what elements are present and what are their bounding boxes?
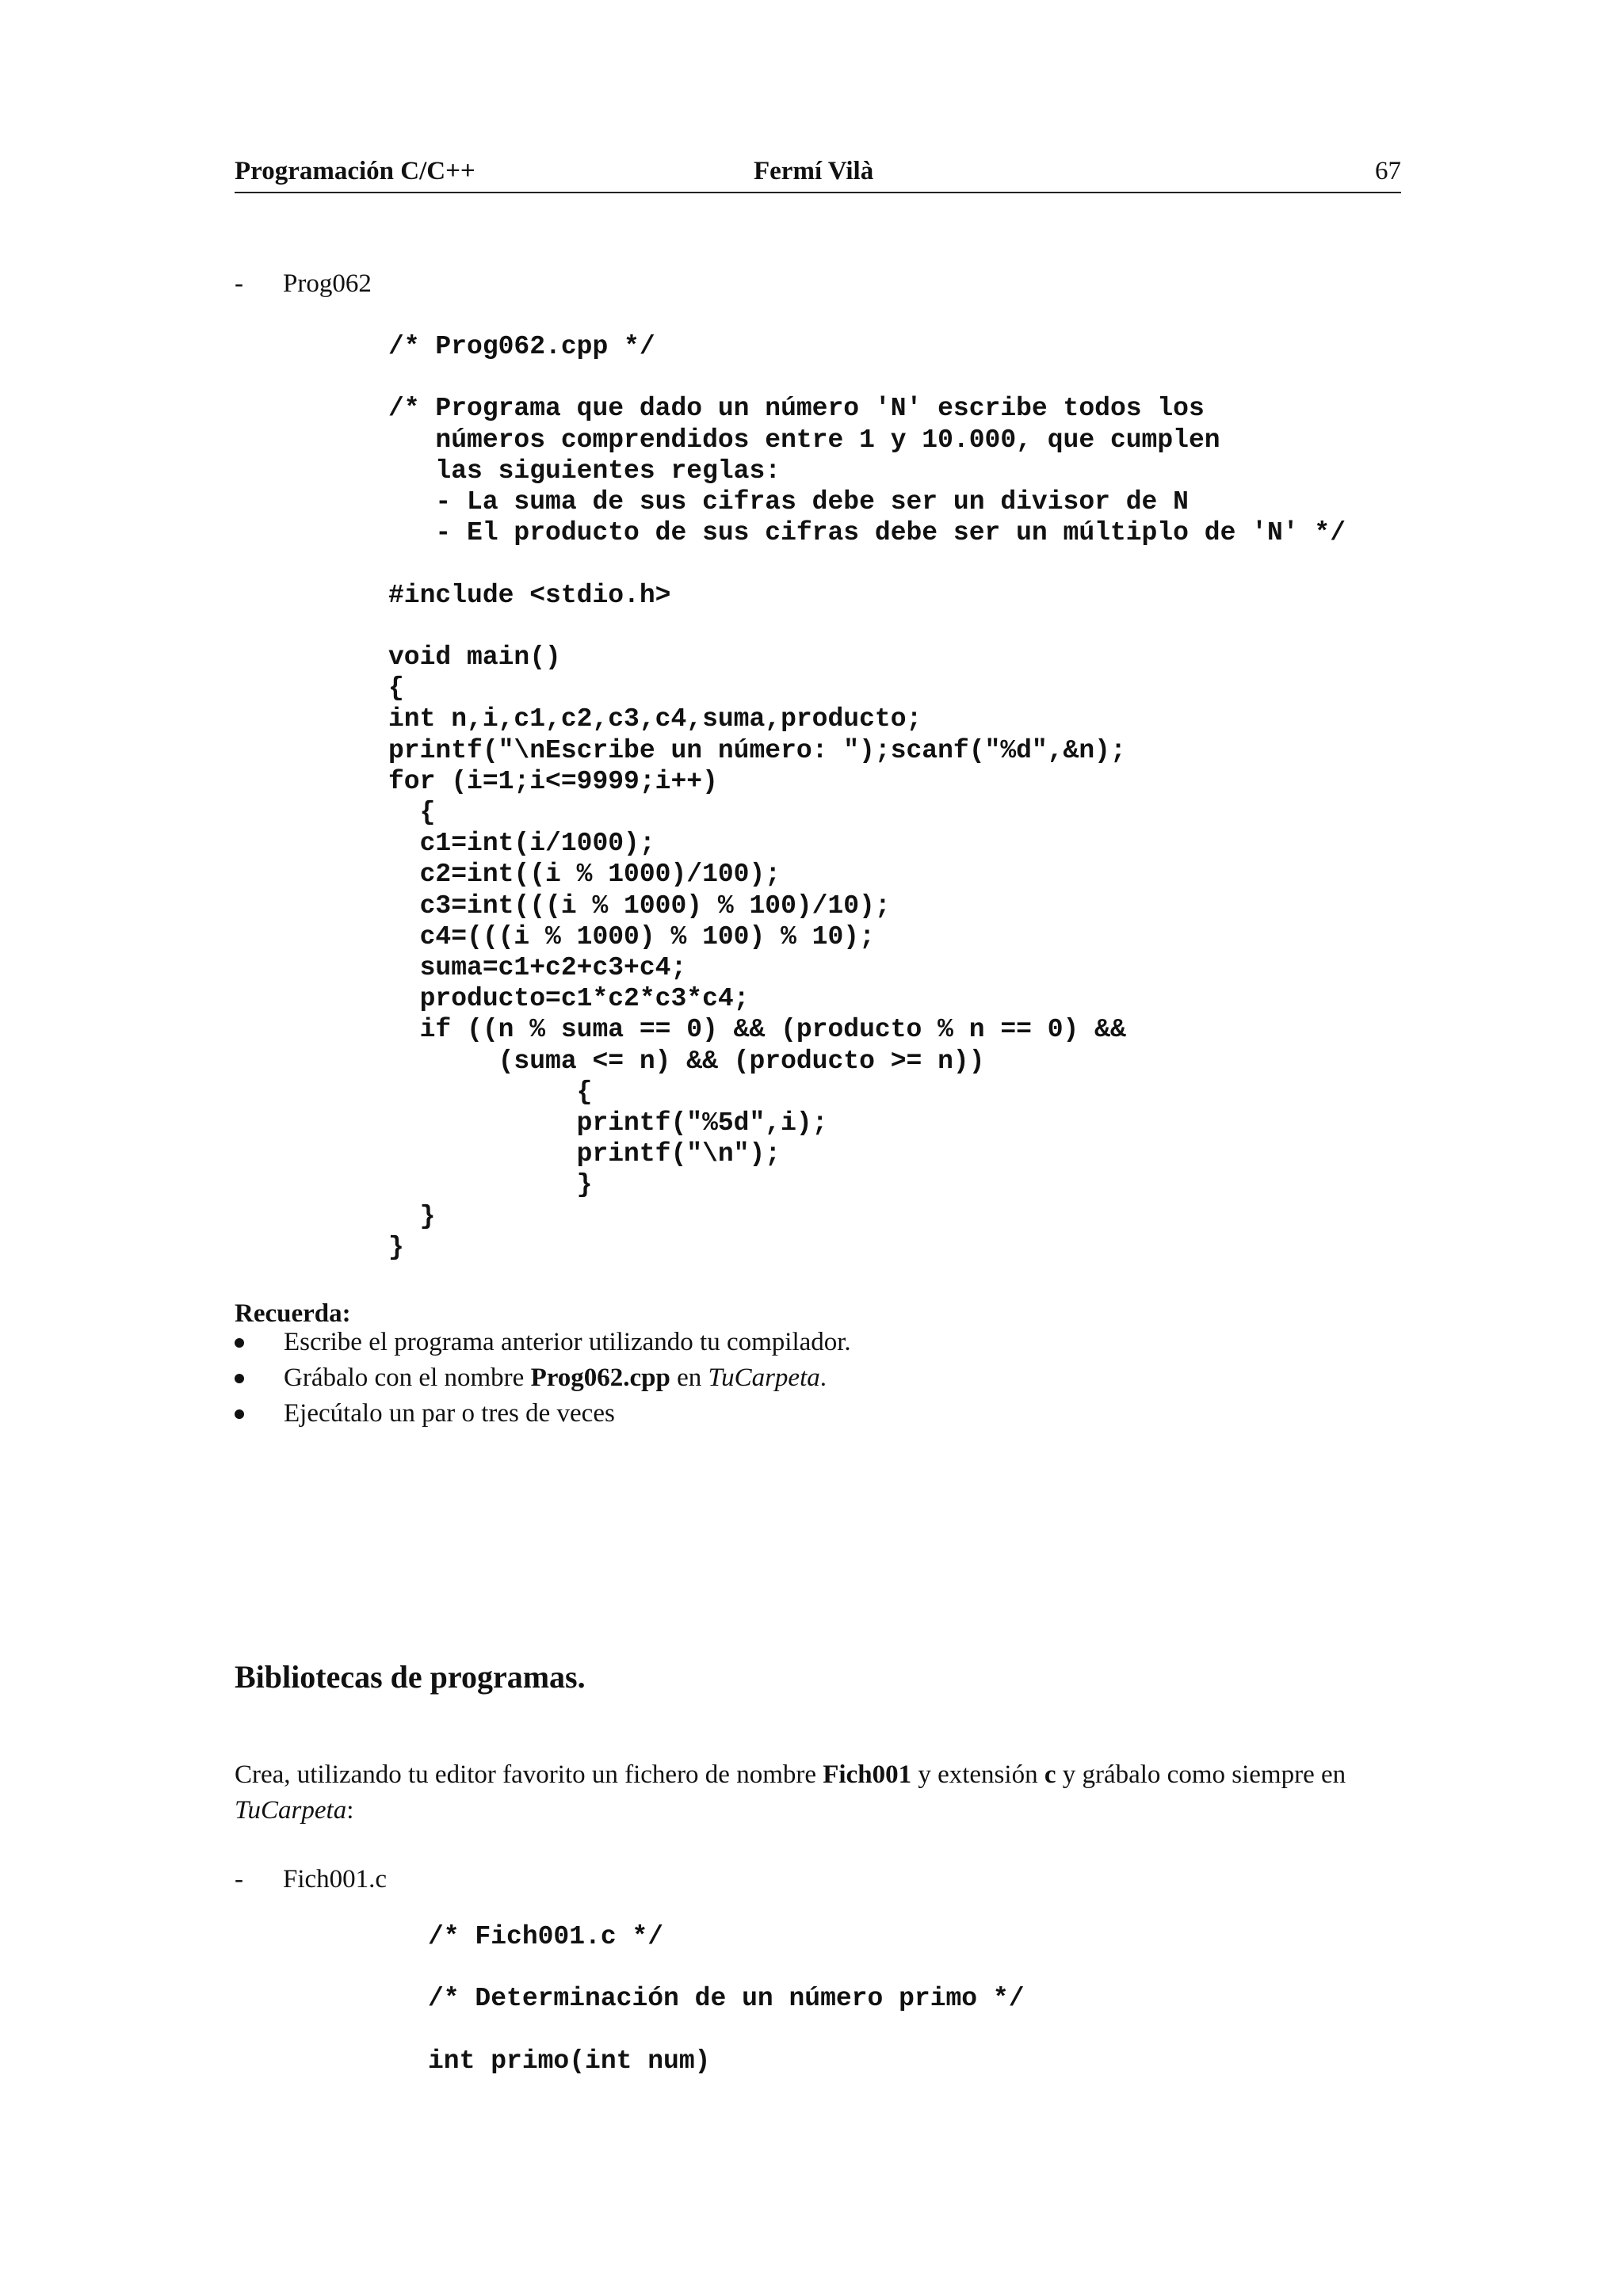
bullet-icon bbox=[235, 1374, 244, 1383]
list-dash: - bbox=[235, 1865, 243, 1894]
list-item-text: Grábalo con el nombre bbox=[284, 1363, 531, 1392]
header-author: Fermí Vilà bbox=[754, 157, 874, 185]
list-item-text: Ejecútalo un par o tres de veces bbox=[284, 1399, 615, 1428]
recuerda-list bbox=[235, 1325, 851, 1432]
recuerda-title: Recuerda: bbox=[235, 1299, 351, 1328]
list-item bbox=[235, 1360, 851, 1396]
code-block-prog062: /* Prog062.cpp */ /* Programa que dado un número 'N' escribe todos los números comprendidos entre 1 y 10.000, que cumplen las siguientes reglas: - La suma de sus cifras debe ser un divisor de N - El producto de sus cifras debe ser un múltiplo de 'N' */ #include <stdio.h> void main() { int n,i,c1,c2,c3,c4,suma,producto; printf("\nEscribe un número: ");scanf("%d",&n); for (i=1;i<=9999;i++) { c1=int(i/1000); c2=int((i % 1000)/100); c3=int(((i % 1000) % 100)/10); c4=(((i % 1000) % 100) % 10); suma=c1+c2+c3+c4; producto=c1*c2*c3*c4; if ((n % suma == 0) && (producto % n == 0) && (suma <= n) && (producto >= n)) { printf("%5d",i); printf("\n"); } } } bbox=[388, 332, 1346, 1262]
intro-paragraph-line2 bbox=[235, 1793, 353, 1829]
intro-text: : bbox=[346, 1796, 354, 1825]
list-item-text: en bbox=[670, 1363, 708, 1392]
intro-text: y extensión bbox=[911, 1760, 1044, 1789]
list-item bbox=[235, 1325, 851, 1360]
intro-text: Crea, utilizando tu editor favorito un fichero de nombre bbox=[235, 1760, 823, 1789]
filename-bold: Prog062.cpp bbox=[530, 1363, 670, 1392]
header-book-title: Programación C/C++ bbox=[235, 157, 475, 185]
list-dash: - bbox=[235, 269, 243, 298]
intro-text: y grábalo como siempre en bbox=[1056, 1760, 1346, 1789]
intro-italic-folder: TuCarpeta bbox=[235, 1796, 347, 1825]
code-block-fich001: /* Fich001.c */ /* Determinación de un número primo */ int primo(int num) bbox=[428, 1922, 1025, 2076]
page-number: 67 bbox=[1375, 157, 1401, 185]
list-item bbox=[235, 1396, 851, 1432]
list-item-text: . bbox=[819, 1363, 827, 1392]
program-label: Prog062 bbox=[283, 269, 372, 298]
folder-name: TuCarpeta bbox=[708, 1363, 820, 1392]
section-title: Bibliotecas de programas. bbox=[235, 1659, 586, 1695]
intro-bold-filename: Fich001 bbox=[823, 1760, 912, 1789]
bullet-icon bbox=[235, 1409, 244, 1419]
page-header bbox=[235, 157, 1401, 193]
intro-bold-extension: c bbox=[1044, 1760, 1056, 1789]
program-label: Fich001.c bbox=[283, 1865, 388, 1894]
list-item-text: Escribe el programa anterior utilizando tu compilador. bbox=[284, 1328, 851, 1356]
bullet-icon bbox=[235, 1338, 244, 1348]
intro-paragraph bbox=[235, 1757, 1346, 1793]
